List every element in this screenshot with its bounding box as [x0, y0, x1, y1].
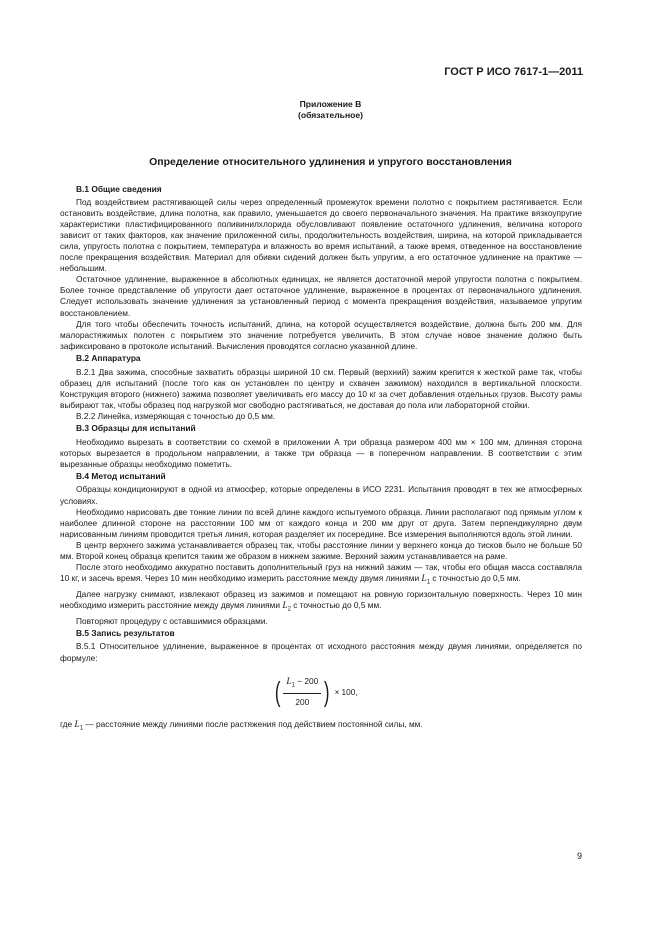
subscript: 1	[426, 579, 431, 586]
heading-b4: В.4 Метод испытаний	[76, 471, 166, 482]
fraction	[283, 676, 321, 709]
text: После этого необходимо аккуратно поставить дополнительный груз на нижний зажим — так, чтобы его общая масса составляла 10 кг, и засечь время. Через 10 мин необходимо измерить расстояние между двумя линиями	[60, 562, 582, 584]
paragraph: В.5.1 Относительное удлинение, выраженное в процентах от исходного расстояния между двумя линиями, определяется по формуле:	[60, 641, 582, 663]
page-number: 9	[576, 851, 582, 861]
variable: L	[74, 719, 80, 730]
variable: L	[282, 601, 288, 612]
heading-b2: В.2 Аппаратура	[76, 353, 141, 364]
heading-b1: В.1 Общие сведения	[76, 183, 162, 194]
heading-b3: В.3 Образцы для испытаний	[76, 423, 196, 434]
appendix-status: (обязательное)	[297, 110, 364, 120]
paragraph: В.2.1 Два зажима, способные захватить образцы шириной 10 см. Первый (верхний) зажим крепится к жесткой раме так, чтобы образец для испытаний (после того как он установлен по центру и схвачен зажимом) находился в вертикальной плоскости. Конструкция второго (нижнего) зажима позволяет увеличивать его массу до 10 кг за счет добавления отдельных грузов. Высоту рамы выбирают так, чтобы образец под нагрузкой мог свободно растягиваться, не доставая до пола или лабораторной стойки.	[60, 366, 582, 410]
text: Далее нагрузку снимают, извлекают образец из зажимов и помещают на ровную горизонтальную поверхность. Через 10 мин необходимо измерить расстояние между двумя линиями	[60, 588, 582, 611]
appendix-title: Приложение В	[299, 99, 362, 109]
subscript: 1	[291, 682, 295, 689]
text: — расстояние между линиями после растяжения под действием постоянной силы, мм.	[83, 718, 423, 729]
paragraph-l2	[60, 589, 582, 616]
numerator	[283, 676, 321, 695]
paragraph: Под воздействием растягивающей силы через определенный промежуток времени полотно с покрытием растягивается. Если остановить воздействие, длина полотна, как правило, уменьшается до своего первоначального значения. На практике вязкоупругие характеристики пластифицированного поливинилхлорида обусловливают появление остаточного удлинения, величина которого зависит от таких факторов, как значение приложенной силы, продолжительность воздействия, ширина, на которой прикладывается сила, упругость полотна с покрытием, температура и влажность во время испытаний, а также время, отведенное на восстановление после прекращения воздействия. Материал для обивки сидений должен быть упругим, а его остаточное удлинение на практике — небольшим.	[60, 196, 582, 274]
paragraph: Необходимо вырезать в соответствии со схемой в приложении А три образца размером 400 мм × 100 мм, длинная сторона которых вырезается в продольном направлении, а также три образца — в поперечном направлении. В соответствии с этим вырезанные образцы необходимо пометить.	[60, 436, 582, 469]
appendix-heading	[0, 99, 661, 121]
paragraph-l1	[60, 562, 582, 589]
variable: L	[421, 574, 427, 585]
document-code: ГОСТ Р ИСО 7617-1—2011	[444, 66, 583, 78]
denominator: 200	[295, 697, 310, 708]
variable: L	[286, 676, 292, 687]
formula-tail: 100,	[341, 686, 358, 697]
formula	[273, 676, 582, 709]
right-paren: )	[324, 676, 330, 708]
paragraph: В.2.2 Линейка, измеряющая с точностью до 0,5 мм.	[76, 410, 276, 421]
paragraph: Образцы кондиционируют в одной из атмосфер, которые определены в ИСО 2231. Испытания проводят в тех же атмосферных условиях.	[60, 484, 582, 506]
text: где	[60, 718, 75, 729]
paragraph: Остаточное удлинение, выраженное в абсолютных единицах, не является достаточной мерой упругости полотна с покрытием. Более точное представление об упругости дает остаточное удлинение, выраженное в процентах от первоначального удлинения. Следует использовать значение удлинения за установленный период с момента прекращения воздействия, называемое упругим восстановлением.	[60, 274, 582, 318]
paragraph: Повторяют процедуру с оставшимися образцами.	[76, 615, 268, 626]
section-title: Определение относительного удлинения и упругого восстановления	[149, 156, 512, 168]
document-body	[60, 182, 582, 734]
text: с точностью до 0,5 мм.	[430, 573, 521, 584]
subscript: 2	[287, 606, 291, 613]
paragraph: Для того чтобы обеспечить точность испытаний, длина, на которой осуществляется воздействие, должна быть 200 мм. Для малорастяжимых полотен с покрытием это значение потребуется увеличить. В этом случае новое значение должно быть зафиксировано в протоколе испытаний. Вычисления проводятся согласно указанной длине.	[60, 318, 582, 351]
paragraph: В центр верхнего зажима устанавливается образец так, чтобы расстояние линии у верхнего конца до тисков было не больше 50 мм. Второй конец образца крепится таким же образом в нижнем зажиме. Верхний зажим устанавливается на раме.	[60, 539, 582, 561]
left-paren: (	[274, 676, 281, 708]
paragraph: Необходимо нарисовать две тонкие линии по всей длине каждого испытуемого образца. Линии располагают под прямым углом к наиболее длинной стороне на расстоянии 100 мм от каждого конца и 200 мм друг от друга. Затем перпендикулярно двум нарисованным линиям проводится третья линия, которая разделяет их посередине. Все измерения выполняются вдоль этой линии.	[60, 506, 582, 539]
subscript: 1	[79, 725, 84, 732]
where-clause	[60, 719, 582, 735]
heading-b5: В.5 Запись результатов	[76, 628, 175, 639]
numerator-rest: − 200	[294, 675, 319, 686]
times-sign: ×	[334, 686, 340, 697]
text: с точностью до 0,5 мм.	[290, 600, 382, 611]
